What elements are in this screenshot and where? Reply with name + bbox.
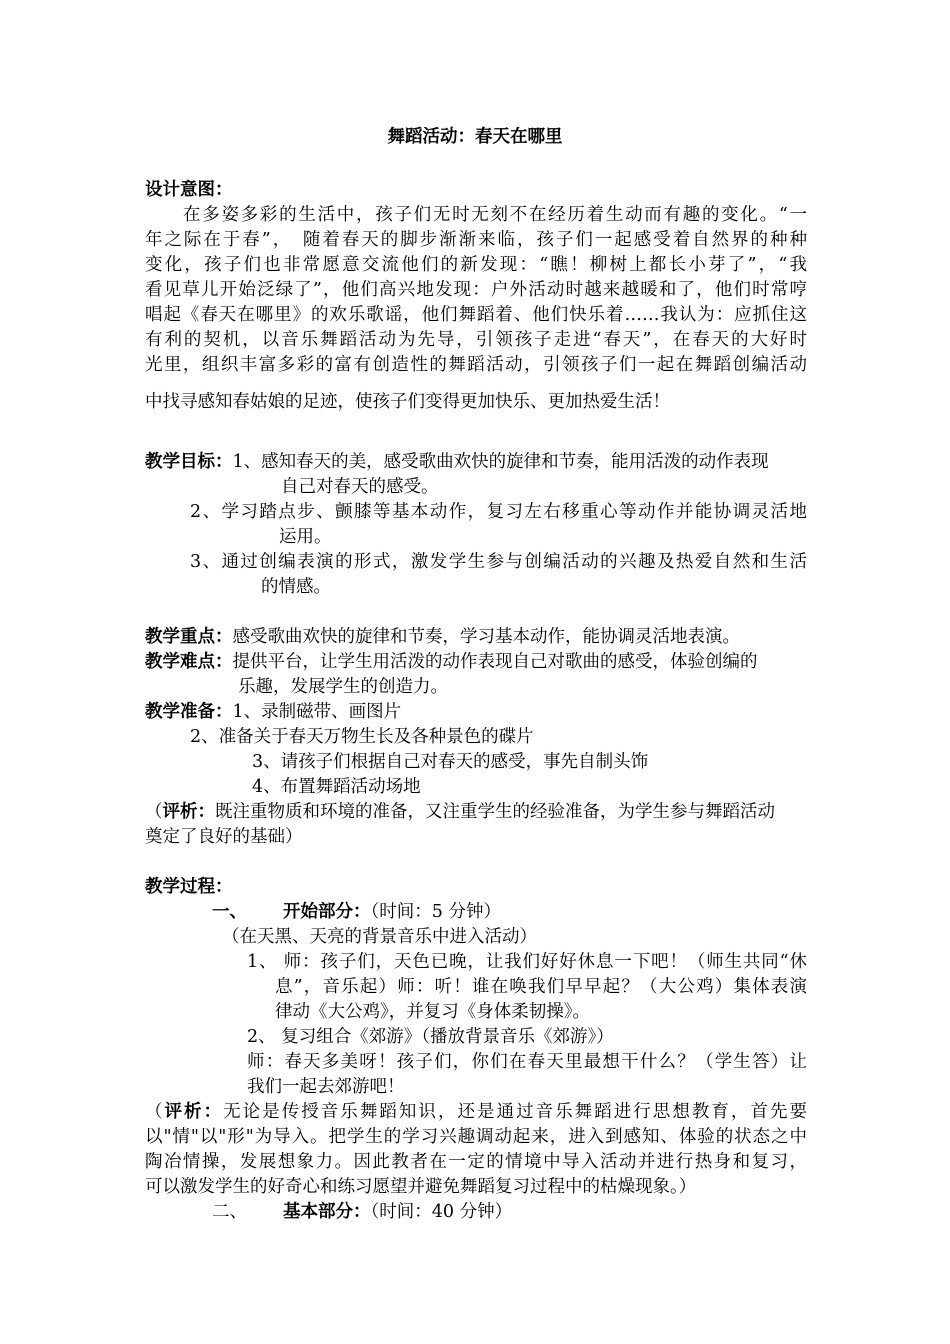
- preparation-line: 4、布置舞蹈活动场地: [252, 777, 421, 797]
- process-item-line: 师：春天多美呀！孩子们，你们在春天里最想干什么？（学生答）让: [247, 1052, 807, 1072]
- preparation-line: 2、准备关于春天万物生长及各种景色的碟片: [190, 727, 534, 747]
- comment-line: 陶冶情操，发展想象力。因此教者在一定的情境中导入活动并进行热身和复习，: [145, 1152, 807, 1172]
- process-label: 教学过程：: [145, 877, 233, 897]
- goals-line: 运用。: [279, 527, 332, 547]
- process-item-line: 1、 师：孩子们，天色已晚，让我们好好休息一下吧！（师生共同“休: [247, 952, 807, 972]
- focus-label: 教学重点：: [145, 627, 233, 647]
- difficulty-label: 教学难点：: [145, 652, 233, 672]
- page-title: 舞蹈活动：春天在哪里: [387, 127, 563, 147]
- design-intent-line: 中找寻感知春姑娘的足迹，使孩子们变得更加快乐、更加热爱生活！: [145, 392, 670, 412]
- design-intent-line: 有利的契机，以音乐舞蹈活动为先导，引领孩子走进“春天”，在春天的大好时: [145, 330, 807, 350]
- process-item-line: 我们一起去郊游吧！: [247, 1077, 405, 1097]
- preparation-line: 教学准备：1、录制磁带、画图片: [145, 702, 402, 722]
- focus-line: 教学重点：感受歌曲欢快的旋律和节奏，学习基本动作，能协调灵活地表演。: [145, 627, 740, 647]
- goals-line: 教学目标：1、感知春天的美，感受歌曲欢快的旋律和节奏，能用活泼的动作表现: [145, 452, 769, 472]
- goals-line: 的情感。: [261, 577, 331, 597]
- design-intent-line: 光里，组织丰富多彩的富有创造性的舞蹈活动，引领孩子们一起在舞蹈创编活动: [145, 355, 807, 375]
- preparation-line: 3、请孩子们根据自己对春天的感受，事先自制头饰: [252, 752, 649, 772]
- comment-label: 评析：: [162, 802, 215, 822]
- design-intent-label: 设计意图：: [145, 180, 233, 200]
- comment-line: 以"情"以"形"为导入。把学生的学习兴趣调动起来，进入到感知、体验的状态之中: [145, 1127, 807, 1147]
- comment-line: （评析：无论是传授音乐舞蹈知识，还是通过音乐舞蹈进行思想教育，首先要: [145, 1102, 808, 1122]
- goals-line: 3、通过创编表演的形式，激发学生参与创编活动的兴趣及热爱自然和生活: [190, 552, 807, 572]
- comment-label: 评析：: [164, 1102, 224, 1122]
- design-intent-line: 唱起《春天在哪里》的欢乐歌谣，他们舞蹈着、他们快乐着……我认为：应抓住这: [145, 305, 807, 325]
- preparation-label: 教学准备：: [145, 702, 233, 722]
- comment-line: 奠定了良好的基础）: [145, 827, 303, 847]
- difficulty-line: 乐趣，发展学生的创造力。: [238, 677, 448, 697]
- goals-line: 自己对春天的感受。: [281, 477, 439, 497]
- difficulty-line: 教学难点：提供平台，让学生用活泼的动作表现自己对歌曲的感受，体验创编的: [145, 652, 758, 672]
- design-intent-line: 在多姿多彩的生活中，孩子们无时无刻不在经历着生动而有趣的变化。“一: [183, 205, 807, 225]
- process-intro: （在天黑、天亮的背景音乐中进入活动）: [222, 927, 537, 947]
- design-intent-line: 看见草儿开始泛绿了”，他们高兴地发现：户外活动时越来越暖和了，他们时常哼: [145, 280, 807, 300]
- process-item-line: 息”，音乐起）师：听！谁在唤我们早早起？（大公鸡）集体表演: [275, 977, 807, 997]
- design-intent-line: 年之际在于春”， 随着春天的脚步渐渐来临，孩子们一起感受着自然界的种种: [145, 230, 807, 250]
- comment-line: （评析：既注重物质和环境的准备，又注重学生的经验准备，为学生参与舞蹈活动: [145, 802, 775, 822]
- design-intent-line: 变化，孩子们也非常愿意交流他们的新发现：“瞧！柳树上都长小芽了”，“我: [145, 255, 807, 275]
- process-item-line: 律动《大公鸡》，并复习《身体柔韧操》。: [275, 1002, 590, 1022]
- part-two-heading: 二、 基本部分：（时间：40 分钟）: [212, 1202, 513, 1222]
- goals-line: 2、学习踏点步、颤膝等基本动作，复习左右移重心等动作并能协调灵活地: [190, 502, 807, 522]
- goals-label: 教学目标：: [145, 452, 233, 472]
- comment-line: 可以激发学生的好奇心和练习愿望并避免舞蹈复习过程中的枯燥现象。）: [145, 1177, 697, 1197]
- part-one-heading: 一、 开始部分：（时间：5 分钟）: [212, 902, 501, 922]
- process-item-line: 2、 复习组合《郊游》（播放背景音乐《郊游》）: [247, 1027, 614, 1047]
